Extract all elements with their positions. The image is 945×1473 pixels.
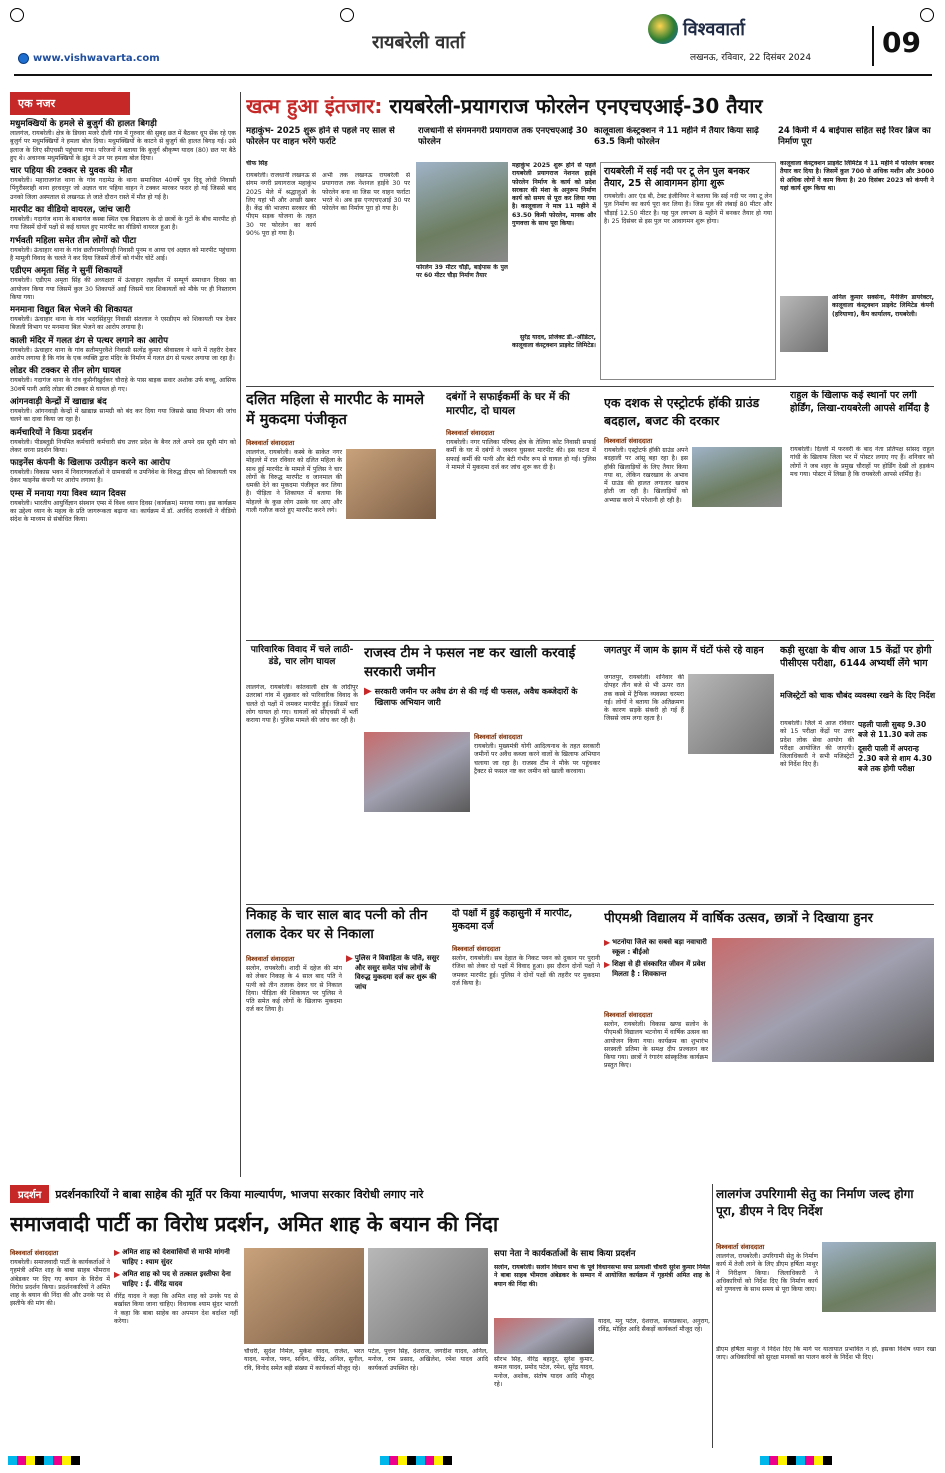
sidebar-news-headline: मारपीट का वीडियो वायरल, जांच जारी [10,205,131,216]
r4-b-text: सलोन, रायबरेली। सब देहात के निकट पवन को दुकान पर पुरानी रंजिश को लेकर दो पक्षों में विवाद हुआ। इस दौरान दोनों पक्षों ने जमकर मारपीट हुई। पुलिस ने दोनों पक्षों की तहरीर पर मुकदमा दर्ज किया है। [452,955,600,987]
bottom-tag: विश्ववार्ता संवाददाता [10,1249,59,1257]
bottom-d-headline: लालगंज उपरिगामी सेतु का निर्माण जल्द होगा पूरा, डीएम ने दिए निर्देश [716,1187,914,1218]
r4-b-headline: दो पक्षों में हुई कहासुनी में मारपीट, मुकदमा दर्ज [452,908,573,932]
mid-c-headline: एक दशक से एस्ट्रोटर्फ हॉकी ग्राउंड बदहाल, बजट की दरकार [604,395,760,428]
ceo-photo [780,296,828,352]
sidebar-news-text: रायबरेली। पीडब्लूडी नियमित कर्मचारी कर्मचारी संघ उत्तर प्रदेश के बैनर तले अपने दस सूत्री मांग को लेकर धरना प्रदर्शन किया। [10,438,236,454]
top-sub-3: कालूवाला कंस्ट्रक्शन ने 11 महीने में तैयार किया साढ़े 63.5 किमी फोरलेन [594,126,759,147]
top-sign: सुरेंद्र यादव, प्रोजेक्ट डी.-ऑडिटर, कालूवाला कंस्ट्रक्शन प्राइवेट लिमिटेड। [512,334,596,350]
photo-caption: फोरलेन 39 मीटर चौड़ी, बाईपास के पुल पर 60 मीटर चौड़ा निर्माण तैयार [416,264,508,279]
mid-a-text: लालगंज, रायबरेली। कस्बे के साकेत नगर मोहल्ले में रात रविवार को दलित महिला के साथ हुई मारपीट के मामले में पुलिस ने चार लोगों के विरुद्ध मारपीट व जानमाल की धमकी देने का मुकदमा पंजीकृत कर लिया है। पीड़िता ने शिकायत में बताया कि मोहल्ले के कुछ लोग उसके घर आए और गाली गलौज करते हुए मारपीट करने लगे। [246,449,342,515]
website-url[interactable] [18,50,258,66]
registration-mark-icon [920,8,934,22]
r4-c-body [604,1010,708,1178]
color-bar-left [8,1456,80,1465]
bottom-d-body [716,1242,818,1342]
bottom-c-headline: सपा नेता ने कार्यकर्ताओं के साथ किया प्रदर्शन [494,1249,636,1259]
r4-c-b1: भटनोया जिले का सबसे बड़ा नवाचारी स्कूल : बीईओ [612,938,707,956]
sidebar-news-headline: मधुमक्खियों के हमले से बुजुर्ग की हालत बिगड़ी [10,119,157,129]
column-rule [712,1184,713,1448]
color-bar-mid [380,1456,452,1465]
top-sub-4: 24 किमी में 4 बाईपास सहित सई रिवर ब्रिज का निर्माण पूरा [778,126,931,147]
mid-c-tag: विश्ववार्ता संवाददाता [604,437,653,445]
sidebar-news-item [10,397,236,425]
masthead [0,0,945,86]
bottom-strap [10,1184,710,1204]
sidebar-news-text: रायबरेली। गदागंज थाना के गांव कुसैनीखुर्दकर चौराहे के पास बाइक सवार अशोक उर्फ बच्चू, आसिफ 30वर्षे पानी आदि लोडर की टक्कर से घायल हो गए। [10,377,236,393]
triangle-bullet-icon: ▶ [604,960,611,969]
bottom-b2: अमित शाह को पद से तत्काल इस्तीफा देना चाहिए : ई. वीरेंद्र यादव [122,1270,231,1288]
r3-d-headline: कड़ी सुरक्षा के बीच आज 15 केंद्रों पर होगी पीसीएस परीक्षा, 6144 अभ्यर्थी लेंगे भाग [780,645,932,669]
sidebar-news-item [10,236,236,264]
bottom-t2: वीरेंद्र यादव ने कहा कि अमित शाह को उनके पद से बर्खास्त किया जाना चाहिए। विधायक श्याम सुंदर भारती ने कहा कि बाबा साहेब का अपमान देश बर्दाश्त नहीं करेगा। [114,1293,238,1325]
sidebar-news-headline: मनमाना विद्युत बिल भेजने की शिकायत [10,305,133,316]
sidebar-news-headline: कर्मचारियों ने किया प्रदर्शन [10,427,93,438]
mid-a-body [246,438,436,638]
sidebar-news-headline: लोडर की टक्कर से तीन लोग घायल [10,366,121,377]
vishwavarta-logo-icon [648,14,678,44]
r4-a-bullet: पुलिस ने विवाहिता के पति, ससुर और ससुर समेत पांच लोगों के विरुद्ध मुकदमा दर्ज कर शुरू की जांच [354,954,440,991]
sidebar-news-item [10,336,236,364]
triangle-bullet-icon: ▶ [364,686,372,697]
mid-b-text: रायबरेली। नगर पालिका परिषद क्षेत्र के तेलिया कोट निवासी सफाई कर्मी के घर में दबंगों ने जबरन घुसकर मारपीट की। इस घटना में सफाई कर्मी की पत्नी और बेटी गंभीर रूप से घायल हो गईं। पुलिस ने मामले में मुकदमा दर्ज कर जांच शुरू कर दी है। [446,439,596,471]
row-rule [246,904,934,905]
protest-photo-1 [244,1248,364,1344]
sidebar-news-text: रायबरेली। आंगनवाड़ी केन्द्रों में खाद्यान्न सामग्री को बंद कर दिया गया जिससे खाद्य विभाग की जांच चलने का दावा किया जा रहा है। [10,407,236,424]
r4-c-text: सलोन, रायबरेली। विकास खण्ड सलोन के पीएमश्री विद्यालय भटनोया में वार्षिक उत्सव का आयोजन किया गया। कार्यक्रम का शुभारंभ सरस्वती प्रतिमा के समक्ष दीप प्रज्वलन कर किया गया। छात्रों ने रंगारंग सांस्कृतिक कार्यक्रम प्रस्तुत किए। [604,1021,708,1070]
bridge-inspection-photo [822,1242,936,1312]
triangle-bullet-icon: ▶ [604,938,611,947]
section-title: रायबरेली वार्ता [372,32,465,53]
r4-a-text: सलोन, रायबरेली। शादी में दहेज की मांग को लेकर निकाह के 4 साल बाद पति ने पत्नी को तीन तलाक देकर घर से निकाल दिया। पीड़िता की शिकायत पर पुलिस ने पति समेत कई लोगों के खिलाफ मुकदमा दर्ज कर लिया है। [246,965,342,1014]
bottom-label: प्रदर्शन [10,1185,49,1203]
logo-text: विश्ववार्ता [683,19,745,40]
bridge-box [600,162,776,380]
top-body-2: अभी तक लखनऊ रायबरेली से प्रयागराज तक नेशनल हाईवे 30 पर फोरलेन बना था जिस पर वाहन फर्राटा भरते थे। अब इस एनएचएआई 30 पर फोरलेन का निर्माण पूरा हो गया है। [322,172,410,213]
bridge-headline: रायबरेली में सई नदी पर टू लेन पुल बनकर तैयार, 25 से आवागमन होगा शुरू [604,166,750,189]
top-body-1: रायबरेली। राजधानी लखनऊ से संगम नगरी प्रयागराज महाकुंभ 2025 मेले में श्रद्धालुओं के लिए यहां भी और अच्छी खबर है। केंद्र की भाजपा सरकार की पीएम सड़क योजना के तहत 30 पर फोरलेन का कार्य 90% पूरा हो गया है। [246,172,316,238]
protest-photo-2 [368,1248,488,1344]
sidebar-news-item [10,266,236,302]
r4-b-tag: विश्ववार्ता संवाददाता [452,945,501,953]
hockey-ground-photo [692,447,782,507]
sidebar-news-headline: चार पहिया की टक्कर से युवक की मौत [10,166,133,177]
sidebar-news-headline: फाइनेंस कंपनी के खिलाफ उत्पीड़न करने का आरोप [10,458,170,469]
sidebar-news-text: रायबरेली। विकास भवन में निवारणकर्ताओं ने ग्रामवासी व उपनिवेश के विरुद्ध डीएम को शिकायती पत्र देकर फाइनेंस कंपनी पर आरोप लगाया है। [10,469,236,485]
r4-a-body [246,954,342,1178]
r4-a-bullet-box [346,954,446,1014]
sidebar-news-headline: एडीएम अमृता सिंह ने सुनीं शिकायतें [10,266,123,277]
row-rule [246,386,934,387]
top-body-2b [416,286,508,382]
brand-logo [648,12,828,46]
r3-b-body [474,732,600,900]
bottom-b1: अमित शाह को देशवासियों से माफी मांगनी चाहिए : श्याम सुंदर [122,1248,230,1266]
sidebar-news-text: लालगंज, रायबरेली। क्षेत्र के डिघवा मजरे दौली गांव में गुरुवार की सुबह छत में बैठकर धूप सेंक रहे एक बुजुर्ग पर मधुमक्खियों ने हमला बोल दिया। मधुमक्खियों के काटने से बुजुर्ग की हालत बिगड़ गई। उसे इलाज के लिए सीएचसी पहुंचाया गया। परिजनों ने बताया कि बुजुर्ग श्रीकृष्ण यादव (80) छत पर बैठे हुए थे। अचानक मधुमक्खियों के झुंड ने उन पर हमला बोल दिया। [10,130,236,162]
sidebar-news-headline: गर्भवती महिला समेत तीन लोगों को पीटा [10,235,137,246]
bottom-c-text-2: सौरभ सिंह, वीरेंद्र बहादुर, सुरेश कुमार, कमल यादव, प्रमोद पटेल, रमेश, सुरेंद्र यादव, मनोज, अशोक, संतोष यादव आदि मौजूद रहे। [494,1356,594,1388]
sidebar-list [10,119,236,525]
r3-b-text: रायबरेली। मुख्यमंत्री योगी आदित्यनाथ के तहत सरकारी जमीनों पर अवैध कब्जा करने वालों के खिलाफ अभियान चलाया जा रहा है। राजस्व टीम ने मौके पर पहुंचकर ट्रैक्टर से फसल नष्ट कर जमीन को खाली करवाया। [474,743,600,775]
r4-c-bullets [604,938,708,1008]
r3-b-bullet-box [364,686,600,730]
registration-mark-icon [340,8,354,22]
sidebar-news-text: रायबरेली। एडीएम अमृता सिंह की अध्यक्षता में ऊंचाहार तहसील में सम्पूर्ण समाधान दिवस का आयोजन किया गया जिसमें कुल 30 शिकायतें आईं जिसमें चार शिकायतों को मौके पर ही निस्तारण किया गया। [10,277,236,301]
school-event-photo [712,938,934,1062]
right-sign: अनिल कुमार सक्सेना, मैनेजिंग डायरेक्टर, कालूवाला कंस्ट्रक्शन प्राइवेट लिमिटेड कंपनी (हरियाणा), कैंप कार्यालय, रायबरेली। [832,294,934,318]
top-body-3: महाकुंभ 2025 शुरू होने से पहले रायबरेली प्रयागराज नेशनल हाईवे फोरलेन निर्माण के कार्य को प्रदेश सरकार की मंशा के अनुरूप निर्माण कार्य को समय से पूरा कर लिया गया है। कालूवाला ने मात्र 11 महीने में 63.50 किमी फोरलेन, मानक और गुणवत्ता के साथ पूरा किया। [512,162,596,228]
r4-c-tag: विश्ववार्ता संवाददाता [604,1011,653,1019]
bottom-c-text: सलोन, रायबरेली। सलोन विधान सभा के पूर्व विधानसभा सपा प्रत्याशी चौधरी सुरेश कुमार निर्मल ने बाबा साहब भीमराव अंबेडकर के सम्मान में आयोजित कार्यक्रम में गृहमंत्री अमित शाह के बयान की निंदा की। [494,1264,710,1288]
bottom-d-text-2: डीएम हर्षिता माथुर ने निर्देश दिए कि मार्ग पर यातायात प्रभावित न हो, इसका विशेष ध्यान रखा जाए। अधिकारियों को सुरक्षा मानकों का पालन करने के निर्देश भी दिए। [716,1346,936,1362]
bottom-t1: रायबरेली। समाजवादी पार्टी के कार्यकर्ताओं ने गृहमंत्री अमित शाह के बाबा साहब भीमराव अंबेडकर पर दिए गए बयान के विरोध में विरोध प्रदर्शन किया। प्रदर्शनकारियों ने अमित शाह के बयान की निंदा की और उनके पद से इस्तीफे की मांग की। [10,1259,110,1308]
r3-c-headline: जगतपुर में जाम के झाम में घंटों फंसे रहे वाहन [604,645,764,656]
sidebar-news-headline: एम्स में मनाया गया विश्व ध्यान दिवस [10,488,126,499]
right-body: कालूवाला कंस्ट्रक्शन प्राइवेट लिमिटेड ने 11 महीने में फोरलेन बनकर तैयार कर दिया है। जिसमें कुल 700 से अधिक मशीन और 3000 से अधिक लोगों ने काम किया है। 20 दिसंबर 2023 को कंपनी ने यहां कार्य शुरू किया था। [780,160,934,192]
color-bar-right [760,1456,832,1465]
r4-b-body [452,944,600,1178]
sidebar-news-headline: आंगनवाड़ी केन्द्रों में खाद्यान्न बंद [10,396,107,407]
triangle-bullet-icon: ▶ [114,1248,121,1257]
top-sub-2: राजधानी से संगमनगरी प्रयागराज तक एनएचएआई 30 फोरलेन [418,126,588,147]
fourlane-photo [416,162,508,262]
sidebar-title: एक नजर [10,92,130,115]
mid-c-body [604,436,784,636]
sidebar-news-headline: काली मंदिर में गलत ढंग से पत्थर लगाने का आरोप [10,335,169,346]
globe-icon [18,53,29,64]
bottom-t3: चौधरी, सुदेश निर्मल, मुकेश यादव, राजेश, भरत यादव, मनोज, पवन, सचिन, धीरेंद्र, अनिल, सुनील, रवि, विनोद समेत बड़ी संख्या में कार्यकर्ता मौजूद रहे। [244,1348,364,1372]
r4-c-text-2 [712,1066,934,1178]
bridge-body: रायबरेली। आर एंड बी, टेक्ट इंजीनियर ने बताया कि सई नदी पर नया टू लेन पुल निर्माण का कार्य पूरा कर लिया है। जिस पुल की लंबाई 80 मीटर और चौड़ाई 12.50 मीटर है। यह पुल लगभग 8 महीने में बनकर तैयार हो गया है। 25 दिसंबर से इस पुल पर आवागमन शुरू होगा। [604,193,772,225]
r3-b-headline: राजस्व टीम ने फसल नष्ट कर खाली करवाई सरकारी जमीन [364,645,576,680]
r3-d-sub: मजिस्ट्रेटों को चाक चौबंद व्यवस्था रखने के दिए निर्देश [780,691,936,700]
bottom-col-1 [10,1248,110,1448]
page-number: 09 [872,26,932,66]
r3-d-b1: पहली पाली सुबह 9.30 बजे से 11.30 बजे तक [858,720,927,739]
top-sub-1: महाकुंभ- 2025 शुरू होने से पहले नए साल से फोरलेन पर वाहन भरेंगे फर्राटे [246,126,395,147]
sidebar-news-text: रायबरेली। ऊंचाहार थाना के गांव भदरसिंहपुर निवासी संतलाल ने एसडीएम को शिकायती पत्र देकर बिजली विभाग पर मनमाना बिल भेजने का आरोप लगाया है। [10,316,236,332]
r3-b-bullet: सरकारी जमीन पर अवैध ढंग से की गई थी फसल, अवैध कब्जेदारों के खिलाफ अभियान जारी [374,687,578,707]
mid-b-body [446,428,596,628]
bottom-d-tag: विश्ववार्ता संवाददाता [716,1243,765,1251]
mid-b-tag: विश्ववार्ता संवाददाता [446,429,495,437]
sp-protest-photo [494,1318,594,1354]
mid-b-headline: दबंगों ने सफाईकर्मी के घर में की मारपीट, दो घायल [446,391,570,417]
sidebar-news-text: रायबरेली। महाराजगंज थाना के गांव गदामेउ के थाना समाधिस्त 40वर्षे पुत्र दिदू लोधी निवासी पिंगुरीसराही थाना हरचदपुर जो अज्ञात चार पहिया वाहन ने टक्कर मारकर फरार हो गई जिससे बाद उनको जिला अस्पताल से लखनऊ ले जाते दौरान रास्ते में मौत हो गई है। [10,177,236,201]
top-headline [246,92,936,122]
r3-d-b2: दूसरी पाली में अपरान्ह 2.30 बजे से शाम 4.30 बजे तक होगी परीक्षा [858,744,932,773]
sidebar-news-text: रायबरेली। ऊंचाहार थाना के गांव छतौनामरियाही निवासी पूनम व आया एवं अज्ञात को मारपीट पहुंचाया है मामूली विवाद के चलते ने कर दिया जिसमें तीनों को गंभीर चोटें आई। [10,246,236,262]
registration-mark-icon [10,8,24,22]
r4-a-tag: विश्ववार्ता संवाददाता [246,955,295,963]
tractor-photo [364,732,470,812]
bottom-strap-text: प्रदर्शनकारियों ने बाबा साहेब की मूर्ति पर किया माल्यार्पण, भाजपा सरकार विरोधी लगाए नारे [55,1187,424,1201]
triangle-bullet-icon: ▶ [114,1270,121,1279]
mid-c-text: रायबरेली। एस्ट्रोटर्फ हॉकी ग्राउंड अपने बदहाली पर आंसू बहा रहा है। इस हॉकी खिलाड़ियों के लिए तैयार किया गया था, लेकिन रखरखाव के अभाव में ग्राउंड की हालत लगातार खराब होती जा रही है। खिलाड़ियों को अभ्यास करने में परेशानी हो रही है। [604,447,688,504]
r3-b-tag: विश्ववार्ता संवाददाता [474,733,523,741]
r3-a-headline: पारिवारिक विवाद में चले लाठी-डंडे, चार लोग घायल [250,645,354,667]
r3-a-text: लालगंज, रायबरेली। कोतवाली क्षेत्र के लोदीपुर उतराबां गांव में शुक्रवार को पारिवारिक विवाद के चलते दो पक्षों में जमकर मारपीट हुई। जिसमें चार लोग घायल हो गए। घायलों को सीएचसी में भर्ती कराया गया है। पुलिस मामले की जांच कर रही है। [246,684,358,725]
sidebar-news-item [10,458,236,486]
sidebar-news-item [10,489,236,525]
mid-a-photo [346,449,436,519]
r3-d-text: रायबरेली। जिले में आज रविवार को 15 परीक्षा केंद्रों पर उत्तर प्रदेश लोक सेवा आयोग की परीक्षा आयोजित की जाएगी। जिलाधिकारी ने सभी मजिस्ट्रेटों को निर्देश दिए हैं। [780,720,854,769]
sidebar-news-text: रायबरेली। भारतीय आयुर्विज्ञान संस्थान एम्स में विश्व ध्यान दिवस (कार्यक्रम) मनाया गया। इस कार्यक्रम का उद्देश्य ध्यान के महत्व के प्रति जागरूकता बढ़ाना था। कार्यक्रम में डॉ. अरविंद राजवंशी ने वीडियो संदेश के माध्यम से संबोधित किया। [10,499,236,524]
sidebar-news-item [10,119,236,163]
headline-black: रायबरेली-प्रयागराज फोरलेन एनएचएआई-30 तैयार [389,94,763,118]
row-rule [246,640,934,641]
header-rule [14,74,932,76]
mid-a-tag: विश्ववार्ता संवाददाता [246,439,295,447]
bottom-headline: समाजवादी पार्टी का विरोध प्रदर्शन, अमित शाह के बयान की निंदा [10,1212,499,1236]
mid-d-text: रायबरेली। दिल्ली में फरवरी के बाद नेता प्रतिपक्ष सांसद राहुल गांधी के खिलाफ जिला भर में पोस्टर लगाए गए हैं। शनिवार को लोगों ने जब शहर के प्रमुख चौराहों पर होर्डिंग देखी तो हड़कंप मच गया। पोस्टर में लिखा है कि रायबरेली आपसे शर्मिंदा है। [790,446,934,478]
dateline: लखनऊ, रविवार, 22 दिसंबर 2024 [690,53,812,63]
r4-a-headline: निकाह के चार साल बाद पत्नी को तीन तलाक देकर घर से निकाला [246,908,428,942]
website-text: www.vishwavarta.com [33,52,160,64]
r3-d-bullets [858,720,936,820]
sidebar-news-item [10,366,236,394]
headline-red: खत्म हुआ इंतजार: [246,94,383,118]
r3-c-text: जगतपुर, रायबरेली। शनिवार की दोपहर तीन बजे से भी ऊपर रात तक कस्बे में ट्रैफिक व्यवस्था चरमरा गई। लोगों ने बताया कि अतिक्रमण के कारण सड़कें संकरी हो गई हैं जिससे जाम लगा रहता है। [604,674,684,723]
bottom-col-2 [114,1248,238,1448]
sidebar-news-item [10,205,236,233]
sidebar-news-item [10,428,236,456]
sidebar-news-text: रायबरेली। गदागंज थाना के बाबागंज कस्बा स्थित एक विद्यालय के दो छात्रों के गुटों के बीच मारपीट हो गया जिसमें दोनों पक्षों से कई घायल हुए मारपीट का वीडियो वायरल हुआ है। [10,216,236,232]
triangle-bullet-icon: ▶ [346,954,353,964]
bottom-t4: पटेल, पुत्तन सिंह, देशराज, जगदीश यादव, अनिल, मनोज, राम प्रसाद, अखिलेश, रमेश यादव आदि कार्यकर्ता उपस्थित रहे। [368,1348,488,1372]
column-rule [240,92,241,1177]
bottom-d-text: लालगंज, रायबरेली। उपरिगामी सेतु के निर्माण कार्य में तेजी लाने के लिए डीएम हर्षिता माथुर ने निरीक्षण किया। जिलाधिकारी ने अधिकारियों को निर्देश दिए कि निर्माण कार्य को गुणवत्ता के साथ समय से पूरा किया जाए। [716,1253,818,1294]
mid-a-headline: दलित महिला से मारपीट के मामले में मुकदमा पंजीकृत [246,392,425,428]
mid-d-headline: राहुल के खिलाफ कई स्थानों पर लगी होर्डिंग, लिखा-रायबरेली आपसे शर्मिंदा है [790,390,930,414]
top-byline: चीफ सिंह [246,160,268,167]
sidebar-news-text: रायबरेली। ऊंचाहार थाना के गांव सतीमपुरवैशे निवासी सत्येंद्र कुमार श्रीवास्तव ने थाने में तहरीर देकर आरोप लगाया है कि गांव के एक व्यक्ति द्वारा मंदिर के निर्माण में गलत ढंग से पत्थर लगाया जा रहा है। [10,346,236,363]
traffic-photo [688,674,774,754]
sidebar-news-item [10,305,236,333]
r4-c-b2: शिक्षा से ही संस्कारित जीवन में प्रवेश मिलता है : शिवकान्त [612,960,706,978]
bottom-c-text-3: यादव, मनु पटेल, देशराज, सत्यप्रकाश, अनुराग, रविंद्र, मोहित आदि सैकड़ों कार्यकर्ता मौजूद रहे। [598,1318,710,1334]
r4-c-headline: पीएमश्री विद्यालय में वार्षिक उत्सव, छात्रों ने दिखाया हुनर [604,911,873,926]
sidebar [10,92,236,1177]
sidebar-news-item [10,166,236,202]
